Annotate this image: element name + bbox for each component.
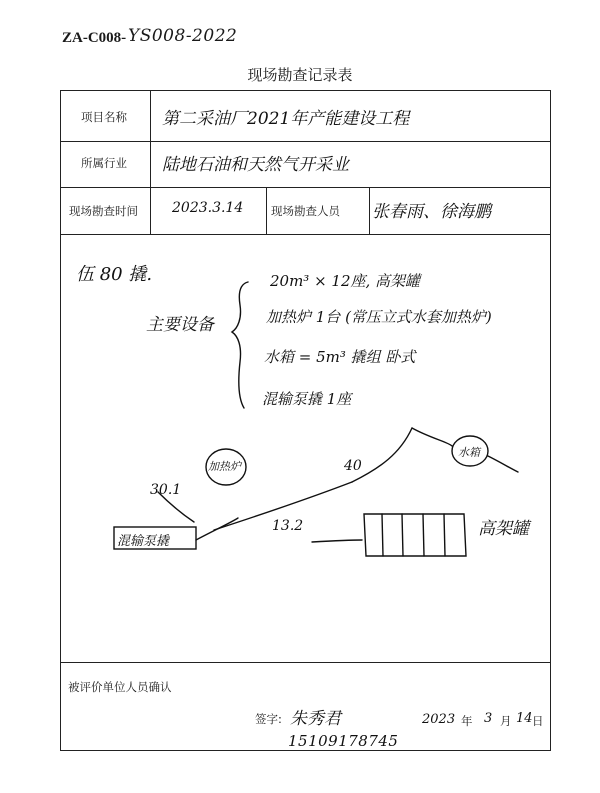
site-heading: 伍 80 撬. xyxy=(76,264,153,285)
equipment-item: 混输泵撬 1座 xyxy=(262,390,352,408)
brace-icon xyxy=(232,282,248,408)
date-month: 3 xyxy=(484,711,493,726)
tank-divider xyxy=(444,514,445,556)
distance-label: 30.1 xyxy=(150,482,182,498)
date-year-unit: 年 xyxy=(461,714,473,728)
surveyor-label: 现场勘查人员 xyxy=(271,204,340,218)
date-day: 14 xyxy=(516,711,533,726)
project-name-label: 项目名称 xyxy=(81,110,127,124)
signature-label: 签字: xyxy=(255,712,282,726)
equipment-label: 主要设备 xyxy=(146,315,214,335)
tank-divider xyxy=(382,514,383,556)
confirm-label: 被评价单位人员确认 xyxy=(68,680,172,694)
document-code: ZA-C008- xyxy=(62,30,127,46)
industry-label: 所属行业 xyxy=(81,156,127,170)
heater-label: 加热炉 xyxy=(208,460,241,473)
equipment-item: 水箱 = 5m³ 撬组 卧式 xyxy=(264,348,416,366)
equipment-item: 20m³ × 12座, 高架罐 xyxy=(270,272,421,290)
date-month-unit: 月 xyxy=(500,714,512,728)
document-code-handwritten: YS008-2022 xyxy=(128,26,238,46)
distance-label: 13.2 xyxy=(272,518,304,534)
tank-divider xyxy=(423,514,424,556)
date-year: 2023 xyxy=(422,712,456,727)
tanks-label: 高架罐 xyxy=(478,519,529,539)
pipeline-water xyxy=(488,456,518,472)
date-day-unit: 日 xyxy=(532,714,544,728)
phone-number: 15109178745 xyxy=(288,732,399,750)
pump-skid-label: 混输泵撬 xyxy=(117,534,170,549)
survey-time-value: 2023.3.14 xyxy=(172,200,244,216)
signature: 朱秀君 xyxy=(290,709,341,729)
equipment-item: 加热炉 1台 (常压立式水套加热炉) xyxy=(266,308,492,326)
industry-value: 陆地石油和天然气开采业 xyxy=(162,155,349,175)
water-tank-label: 水箱 xyxy=(458,446,480,459)
surveyor-value: 张春雨、徐海鹏 xyxy=(372,202,491,222)
tank-row xyxy=(364,514,466,556)
distance-label: 40 xyxy=(344,458,362,474)
tank-divider xyxy=(402,514,403,556)
survey-time-label: 现场勘查时间 xyxy=(69,204,138,218)
project-name-value: 第二采油厂2021年产能建设工程 xyxy=(162,109,410,129)
pipeline-tank xyxy=(412,428,452,446)
form-title: 现场勘查记录表 xyxy=(247,66,353,84)
pipeline-tanks xyxy=(312,540,362,542)
